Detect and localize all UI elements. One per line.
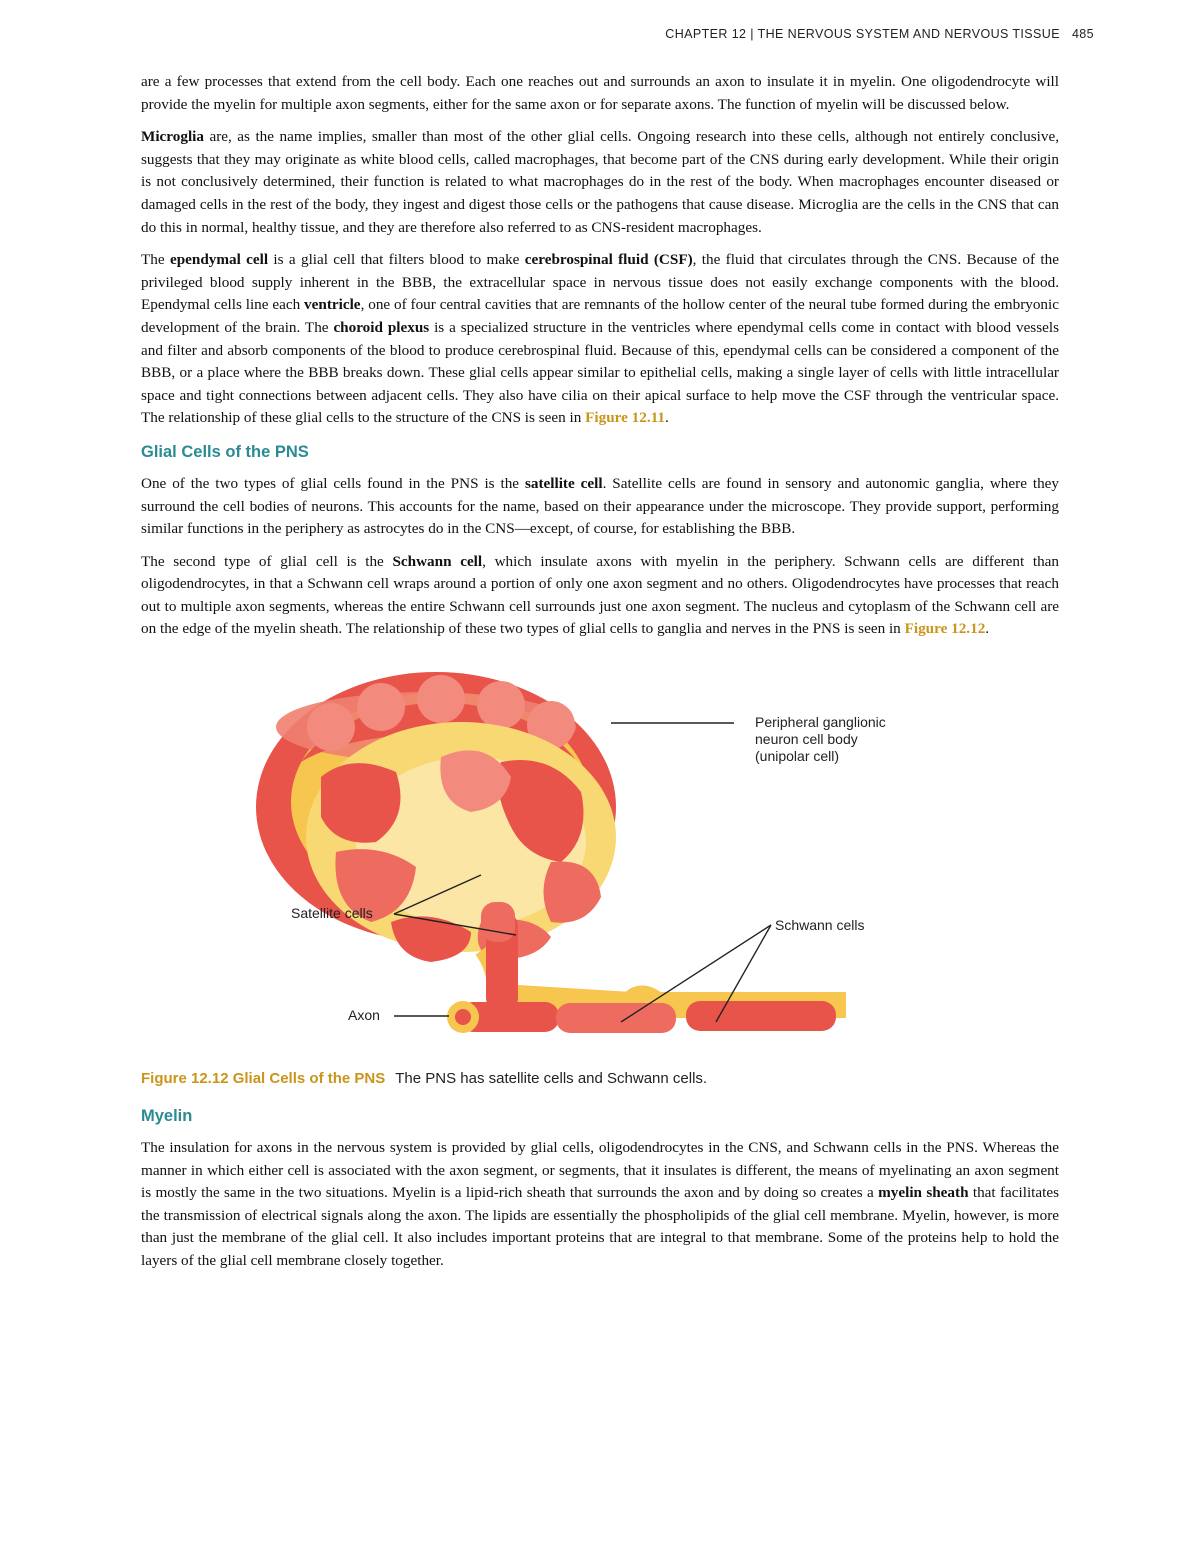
glial-cells-illustration	[141, 667, 1059, 1062]
term-myelin-sheath: myelin sheath	[878, 1184, 969, 1202]
caption-text: The PNS has satellite cells and Schwann cells.	[395, 1070, 708, 1088]
label-neuron-cell-body: Peripheral ganglionic neuron cell body (unipolar cell)	[755, 714, 886, 765]
running-title: CHAPTER 12 | THE NERVOUS SYSTEM AND NERVOUS TISSUE	[665, 27, 1060, 41]
figure-caption	[141, 1070, 1059, 1087]
term-ventricle: ventricle	[304, 296, 361, 314]
label-satellite-cells: Satellite cells	[291, 905, 373, 922]
caption-title: Figure 12.12 Glial Cells of the PNS	[141, 1070, 386, 1088]
running-head	[665, 27, 1094, 41]
paragraph-myelin: The insulation for axons in the nervous system is provided by glial cells, oligodendrocytes in the CNS, and Schwann cells in the PNS. Whereas the manner in which either cell is associated with the axon segment, or segments, that it insulates is different, the means of myelinating an axon segment is mostly the same in the two situations. Myelin is a lipid-rich sheath that surrounds the axon and by doing so creates a myelin sheath that facilitates the transmission of electrical signals along the axon. The lipids are essentially the phospholipids of the glial cell membrane. Myelin, however, is more than just the membrane of the glial cell. It also includes important proteins that are integral to that membrane. Some of the proteins help to hold the layers of the glial cell membrane closely together.	[141, 1139, 1059, 1270]
figure-12-12-link[interactable]: Figure 12.12	[904, 620, 986, 638]
term-microglia: Microglia	[141, 128, 204, 146]
figure-12-12	[141, 667, 1059, 1062]
term-satellite-cell: satellite cell	[524, 474, 603, 492]
term-schwann-cell: Schwann cell	[392, 552, 483, 570]
heading-myelin: Myelin	[141, 1107, 193, 1126]
paragraph-microglia: Microglia are, as the name implies, smaller than most of the other glial cells. Ongoing research into these cells, although not entirely conclusive, suggests that they may originate as white blood cells, called macrophages, that become part of the CNS during early development. While their origin is not conclusively determined, their function is related to what macrophages do in the rest of the body. When macrophages encounter diseased or damaged cells in the rest of the body, they ingest and digest those cells or the pathogens that cause disease. Microglia are the cells in the CNS that can do this in normal, healthy tissue, and they are therefore also referred to as CNS-resident macrophages.	[141, 128, 1059, 236]
page-number: 485	[1071, 27, 1094, 41]
term-choroid-plexus: choroid plexus	[333, 318, 430, 336]
heading-glial-cells-pns: Glial Cells of the PNS	[141, 442, 309, 461]
label-schwann-cells: Schwann cells	[775, 917, 865, 934]
paragraph-schwann: The second type of glial cell is the Schwann cell, which insulate axons with myelin in the periphery. Schwann cells are different than oligodendrocytes, in that a Schwann cell wraps around a portion of only one axon segment and no others. Oligodendrocytes have processes that reach out to multiple axon segments, whereas the entire Schwann cell surrounds just one axon segment. The nucleus and cytoplasm of the Schwann cell are on the edge of the myelin sheath. The relationship of these two types of glial cells to ganglia and nerves in the PNS is seen in Figure 12.12.	[141, 552, 1060, 638]
term-ependymal-cell: ependymal cell	[169, 251, 269, 269]
label-axon: Axon	[348, 1007, 380, 1024]
term-csf: cerebrospinal fluid (CSF)	[524, 251, 693, 269]
figure-12-11-link[interactable]: Figure 12.11	[585, 409, 666, 427]
page-content	[141, 71, 1059, 1283]
paragraph-oligodendrocyte: are a few processes that extend from the cell body. Each one reaches out and surrounds an axon to insulate it in myelin. One oligodendrocyte will provide the myelin for multiple axon segments, either for the same axon or for separate axons. The function of myelin will be discussed below.	[141, 73, 1059, 113]
paragraph-ependymal: The ependymal cell is a glial cell that filters blood to make cerebrospinal fluid (CSF), the fluid that circulates through the CNS. Because of the privileged blood supply inherent in the BBB, the extracellular space in nervous tissue does not easily exchange components with the blood. Ependymal cells line each ventricle, one of four central cavities that are remnants of the hollow center of the neural tube formed during the embryonic development of the brain. The choroid plexus is a specialized structure in the ventricles where ependymal cells come in contact with blood vessels and filter and absorb components of the blood to produce cerebrospinal fluid. Because of this, ependymal cells can be considered a component of the BBB, or a place where the BBB breaks down. These glial cells appear similar to epithelial cells, making a single layer of cells with little intracellular space and tight connections between adjacent cells. They also have cilia on their apical surface to help move the CSF through the ventricular space. The relationship of these glial cells to the structure of the CNS is seen in Figure 12.11.	[141, 251, 1060, 427]
paragraph-satellite: One of the two types of glial cells found in the PNS is the satellite cell. Satellite cells are found in sensory and autonomic ganglia, where they surround the cell bodies of neurons. This accounts for the name, based on their appearance under the microscope. They provide support, performing similar functions in the periphery as astrocytes do in the CNS—except, of course, for establishing the BBB.	[141, 474, 1060, 538]
